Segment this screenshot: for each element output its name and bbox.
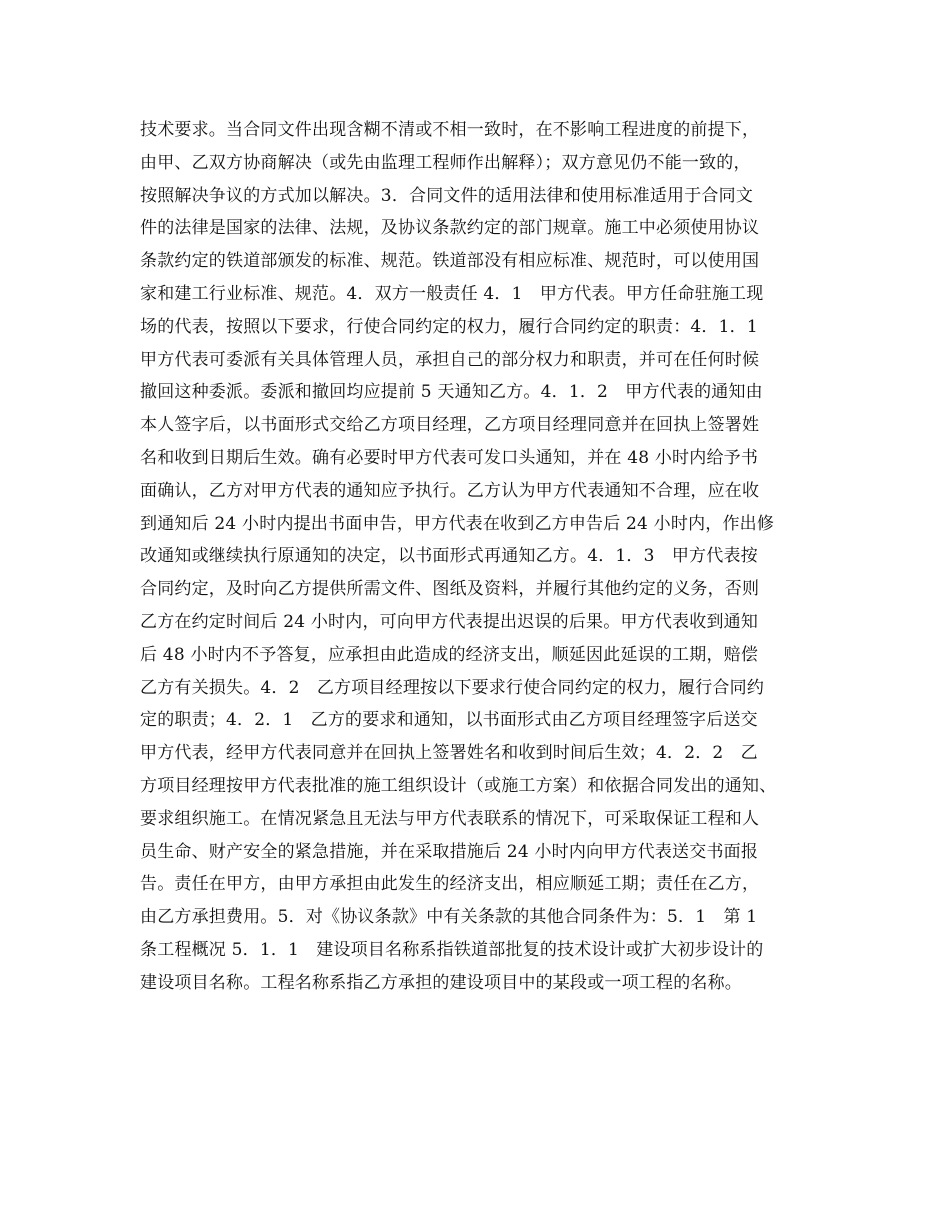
- text-line: 告。责任在甲方，由甲方承担由此发生的经济支出，相应顺延工期；责任在乙方，: [140, 874, 760, 895]
- text-line: 由甲、乙双方协商解决（或先由监理工程师作出解释）；双方意见仍不能一致的，: [140, 152, 751, 173]
- text-line: 撤回这种委派。委派和撤回均应提前 5 天通知乙方。4．1．2 甲方代表的通知由: [140, 382, 763, 403]
- text-line: 条款约定的铁道部颁发的标准、规范。铁道部没有相应标准、规范时，可以使用国: [140, 251, 760, 272]
- text-line: 件的法律是国家的法律、法规，及协议条款约定的部门规章。施工中必须使用协议: [140, 218, 760, 239]
- text-line: 甲方代表可委派有关具体管理人员，承担自己的部分权力和职责，并可在任何时候: [140, 349, 760, 370]
- text-line: 乙方在约定时间后 24 小时内，可向甲方代表提出迟误的后果。甲方代表收到通知: [140, 611, 759, 632]
- text-line: 合同约定，及时向乙方提供所需文件、图纸及资料，并履行其他约定的义务，否则: [140, 579, 760, 600]
- text-line: 乙方有关损失。4．2 乙方项目经理按以下要求行使合同约定的权力，履行合同约: [140, 677, 765, 698]
- text-line: 条工程概况 5．1．1 建设项目名称系指铁道部批复的技术设计或扩大初步设计的: [140, 939, 764, 960]
- text-line: 方项目经理按甲方代表批准的施工组织设计（或施工方案）和依据合同发出的通知、: [140, 775, 777, 796]
- text-line: 按照解决争议的方式加以解决。3．合同文件的适用法律和使用标准适用于合同文: [140, 185, 754, 206]
- text-line: 到通知后 24 小时内提出书面申告，甲方代表在收到乙方申告后 24 小时内，作出修: [140, 513, 775, 534]
- text-line: 场的代表，按照以下要求，行使合同约定的权力，履行合同约定的职责：4．1．1: [140, 316, 758, 337]
- body-text: [140, 114, 820, 1000]
- text-line: 技术要求。当合同文件出现含糊不清或不相一致时，在不影响工程进度的前提下，: [140, 120, 760, 140]
- text-line: 名和收到日期后生效。确有必要时甲方代表可发口头通知，并在 48 小时内给予书: [140, 447, 759, 468]
- text-line: 面确认，乙方对甲方代表的通知应予执行。乙方认为甲方代表通知不合理，应在收: [140, 480, 760, 501]
- text-line: 建设项目名称。工程名称系指乙方承担的建设项目中的某段或一项工程的名称。: [140, 972, 742, 993]
- text-line: 本人签字后，以书面形式交给乙方项目经理，乙方项目经理同意并在回执上签署姓: [140, 415, 760, 436]
- text-line: 定的职责；4．2．1 乙方的要求和通知，以书面形式由乙方项目经理签字后送交: [140, 710, 758, 731]
- text-line: 由乙方承担费用。5．对《协议条款》中有关条款的其他合同条件为：5．1 第 1: [140, 907, 758, 928]
- text-line: 后 48 小时内不予答复，应承担由此造成的经济支出，顺延因此延误的工期，赔偿: [140, 644, 759, 665]
- text-line: 甲方代表，经甲方代表同意并在回执上签署姓名和收到时间后生效；4．2．2 乙: [140, 743, 758, 764]
- text-line: 改通知或继续执行原通知的决定，以书面形式再通知乙方。4．1．3 甲方代表按: [140, 546, 758, 567]
- text-line: 员生命、财产安全的紧急措施，并在采取措施后 24 小时内向甲方代表送交书面报: [140, 841, 759, 862]
- text-line: 要求组织施工。在情况紧急且无法与甲方代表联系的情况下，可采取保证工程和人: [140, 808, 760, 829]
- text-line: 家和建工行业标准、规范。4．双方一般责任 4．1 甲方代表。甲方任命驻施工现: [140, 283, 764, 304]
